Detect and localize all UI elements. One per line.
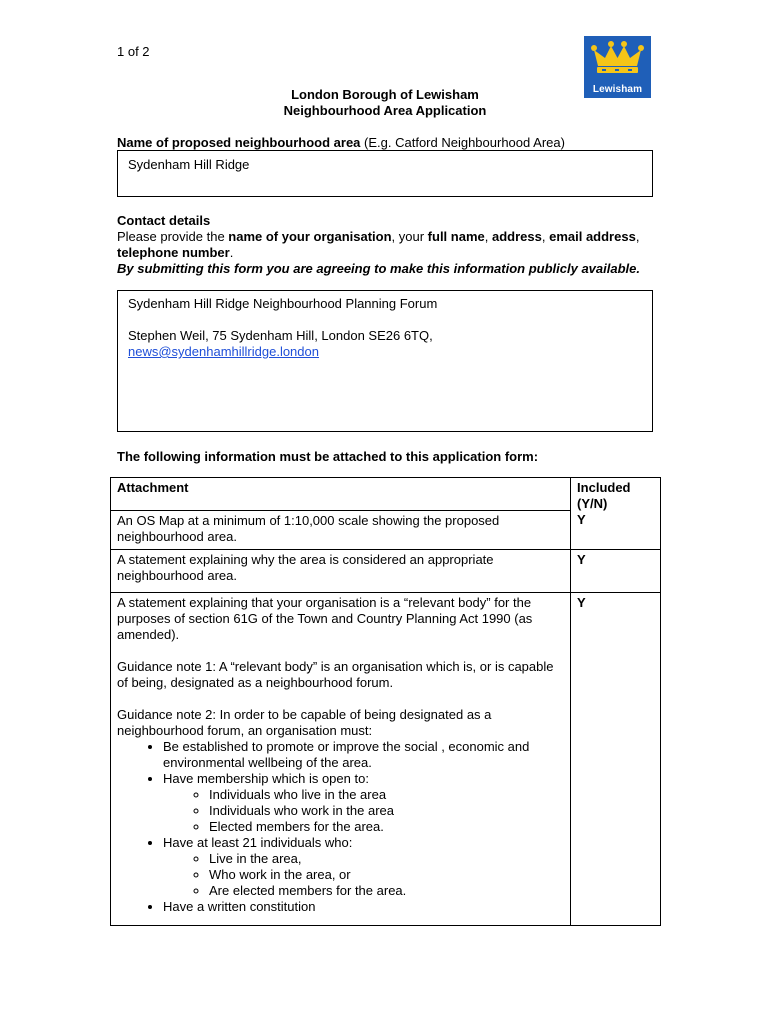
row3-statement: A statement explaining that your organisation is a “relevant body” for the purposes of section 61G of the Town and Country Planning Act 1990 (as amended). [117, 595, 533, 642]
table-row [111, 593, 661, 926]
contact-details-field[interactable] [117, 290, 653, 432]
list-item: ◦ Individuals who work in the area [209, 803, 564, 819]
table-header-row [111, 478, 661, 511]
area-name-hint: (E.g. Catford Neighbourhood Area) [360, 135, 565, 150]
list-item: ◦ Are elected members for the area. [209, 883, 564, 899]
page-number: 1 of 2 [117, 44, 150, 59]
list-item: ◦ Elected members for the area. [209, 819, 564, 835]
attachments-heading: The following information must be attached to this application form: [117, 449, 539, 464]
area-name-label-bold: Name of proposed neighbourhood area [117, 135, 361, 150]
list-item: ◦ Live in the area, [209, 851, 564, 867]
guidance-note-2: Guidance note 2: In order to be capable of being designated as a neighbourhood forum, an organisation must: [117, 707, 492, 738]
list-item: • Have membership which is open to: ◦ Individuals who live in the area ◦ Individuals who work in the area ◦ Elected members for the area. [163, 771, 564, 835]
row1-included: Y [577, 512, 586, 527]
organisation-name: Sydenham Hill Ridge Neighbourhood Planning Forum [128, 296, 438, 311]
logo-text: Lewisham [592, 84, 643, 95]
header-attachment: Attachment [111, 478, 571, 511]
header-line-2: Neighbourhood Area Application [283, 103, 487, 118]
email-link[interactable]: news@sydenhamhillridge.london [128, 344, 319, 359]
guidance-note-1: Guidance note 1: A “relevant body” is an organisation which is, or is capable of being, designated as a neighbourhood forum. [117, 659, 554, 690]
list-item: • Have a written constitution [163, 899, 564, 915]
area-name-field[interactable]: Sydenham Hill Ridge [117, 150, 653, 197]
publication-notice: By submitting this form you are agreeing to make this information publicly available. [117, 261, 640, 276]
requirements-list [117, 739, 564, 915]
contact-heading: Contact details [117, 213, 211, 228]
row3-included: Y [571, 593, 661, 926]
crown-icon [584, 36, 651, 84]
contact-person: Stephen Weil, 75 Sydenham Hill, London SE26 6TQ, [128, 328, 433, 343]
table-row [111, 550, 661, 593]
header-included: Included (Y/N) Y [571, 478, 661, 550]
row3-attachment [111, 593, 571, 926]
area-name-label [117, 135, 565, 150]
individuals-sublist [163, 851, 564, 899]
list-item: • Have at least 21 individuals who: ◦ Live in the area, ◦ Who work in the area, or ◦ Are elected members for the area. [163, 835, 564, 899]
attachments-table [110, 477, 661, 926]
list-item: ◦ Individuals who live in the area [209, 787, 564, 803]
row2-attachment: A statement explaining why the area is considered an appropriate neighbourhood area. [111, 550, 571, 593]
list-item: • Be established to promote or improve the social , economic and environmental wellbeing of the area. [163, 739, 564, 771]
contact-section [117, 213, 657, 277]
contact-instructions: Please provide the name of your organisation, your full name, address, email address, telephone number. [117, 229, 640, 260]
row2-included: Y [571, 550, 661, 593]
membership-sublist [163, 787, 564, 835]
row1-attachment: An OS Map at a minimum of 1:10,000 scale showing the proposed neighbourhood area. [111, 511, 571, 550]
header-line-1: London Borough of Lewisham [291, 87, 479, 102]
list-item: ◦ Who work in the area, or [209, 867, 564, 883]
